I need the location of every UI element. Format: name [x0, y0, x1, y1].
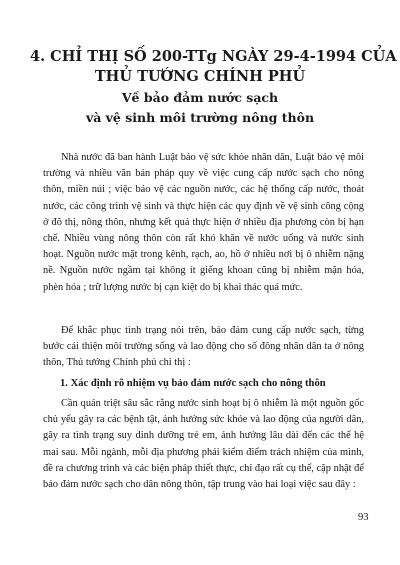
page-number: 93	[358, 512, 369, 523]
document-title-line-2: THỦ TƯỚNG CHÍNH PHỦ	[94, 68, 306, 85]
document-title-line-1: 4. CHỈ THỊ SỐ 200-TTg NGÀY 29-4-1994 CỦA	[30, 48, 397, 65]
section-1-title: 1. Xác định rõ nhiệm vụ bảo đảm nước sạch cho nông thôn	[60, 378, 326, 389]
paragraph-directive	[43, 323, 364, 372]
paragraph-intro	[43, 150, 364, 296]
paragraph-section-1	[43, 396, 364, 493]
document-subtitle-line-2: và vệ sinh môi trường nông thôn	[85, 110, 315, 125]
paragraph-text: Để khắc phục tình trạng nói trên, bảo đảm cung cấp nước sạch, từng bước cải thiện môi trường sống và lao động cho số đông nhân dân ta ở nông thôn, Thủ tướng Chính phủ chỉ thị :	[43, 325, 364, 369]
paragraph-text: Nhà nước đã ban hành Luật bảo vệ sức khỏe nhân dân, Luật bảo vệ môi trường và nhiều văn bản pháp quy về việc cung cấp nước sạch cho nông thôn, miền núi ; việc bảo vệ các nguồn nước, các hệ thống cấp nước, thoát nước, các công trình vệ sinh và thực hiện các quy định về vệ sinh công cộng ở đô thị, nông thôn, nhưng kết quả thực hiện ở nhiều địa phương còn bị hạn chế. Nhiều vùng nông thôn còn rất khó khăn về nước uống và nước sinh hoạt. Nguồn nước mặt trong kênh, rạch, ao, hồ ở nhiều nơi bị ô nhiễm nặng nề. Nguồn nước ngầm tại không ít giếng khoan cũng bị nhiễm mặn hóa, phèn hóa ; trữ lượng nước bị cạn kiệt do bị khai thác quá mức.	[43, 152, 364, 293]
document-subtitle-line-1: Về bảo đảm nước sạch	[121, 90, 279, 105]
paragraph-text: Cần quán triệt sâu sắc rằng nước sinh hoạt bị ô nhiễm là một nguồn gốc chủ yếu gây ra các bệnh tật, ảnh hưởng sức khỏe và lao động của người dân, gây ra tình trạng suy dinh dưỡng trẻ em, ảnh hưởng lâu dài đến các thế hệ mai sau. Mỗi ngành, mỗi địa phương phải kiểm điểm trách nhiệm của mình, đề ra chương trình và các biện pháp thiết thực, chỉ đạo rất cụ thể, cập nhật để bảo đảm nước sạch cho dân nông thôn, tập trung vào hai loại việc sau đây :	[43, 398, 364, 491]
